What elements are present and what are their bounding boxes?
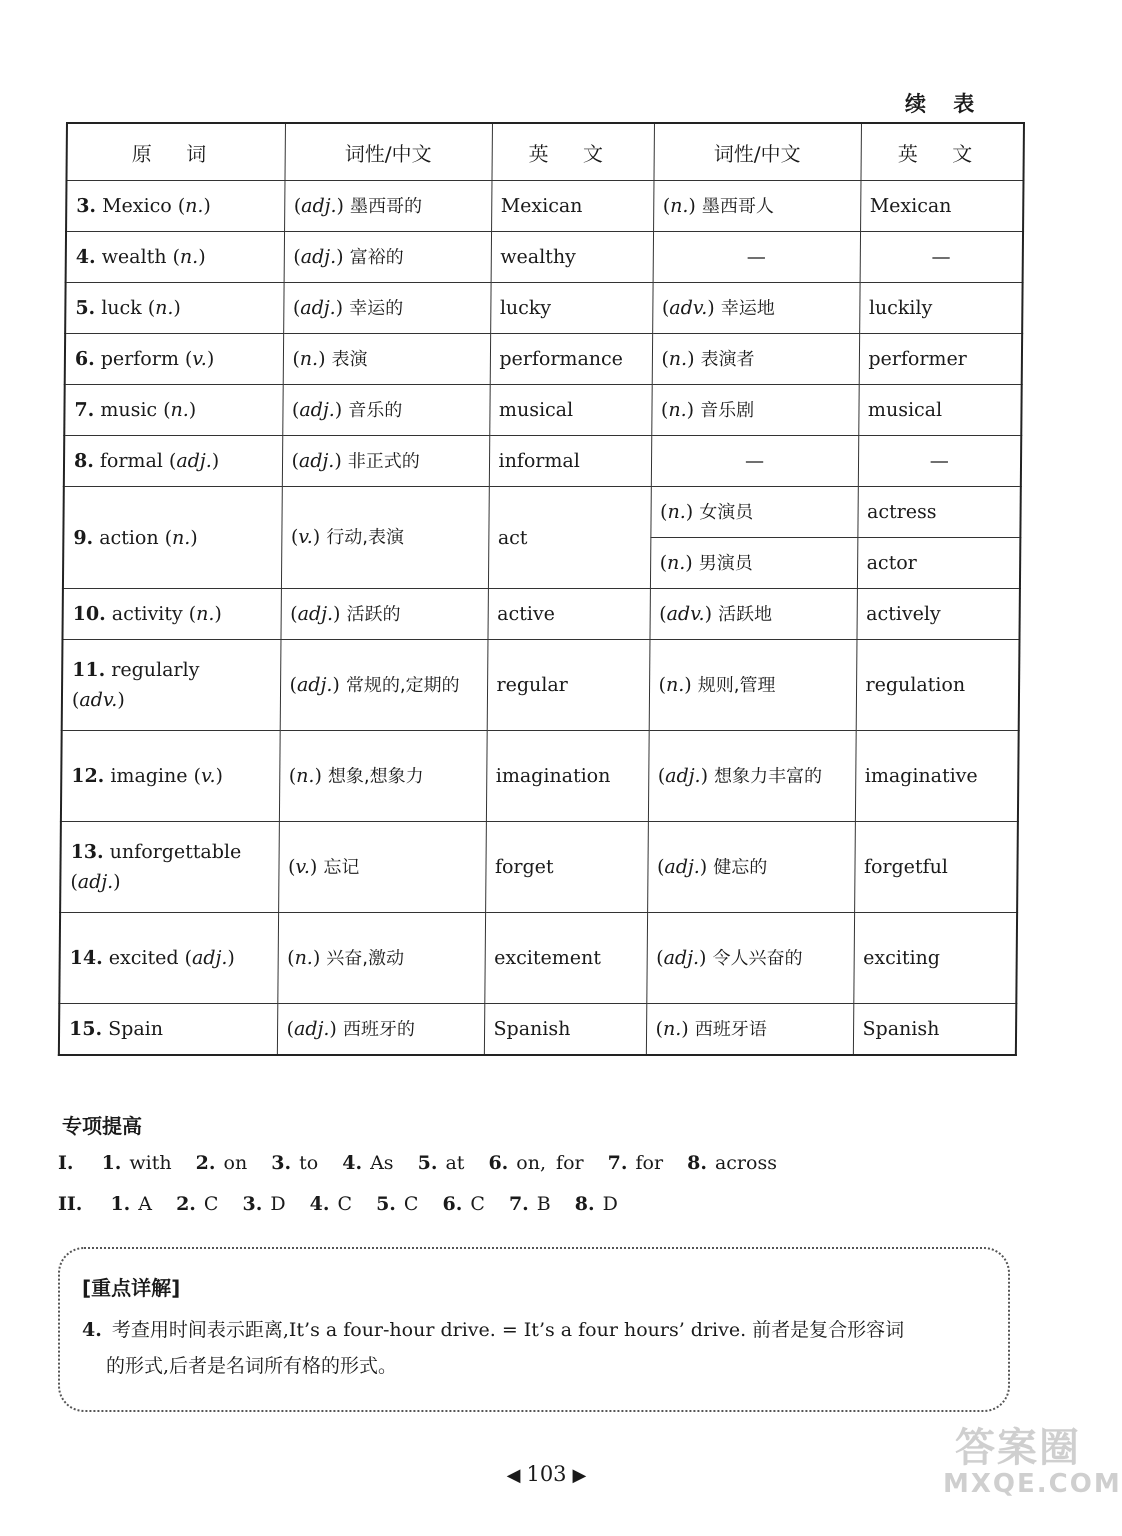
pos-chinese-cell: (n.) 女演员: [650, 487, 857, 538]
table-row: [66, 181, 1023, 232]
chinese-meaning: 规则,管理: [697, 674, 776, 696]
pos: adv.: [666, 602, 705, 625]
chinese-meaning: 富裕的: [349, 246, 404, 268]
answer-line-part1: [58, 1152, 777, 1174]
answer-number: 6.: [488, 1152, 509, 1174]
english-cell: exciting: [853, 913, 1017, 1004]
word-pos: n.: [185, 195, 204, 217]
english-cell: act: [488, 487, 651, 589]
pos: n.: [665, 673, 685, 696]
english-cell: forget: [485, 822, 648, 913]
word-pos: n.: [196, 603, 215, 625]
original-word-cell: 9. action (n.): [63, 487, 282, 589]
pos-chinese-cell: (adj.) 想象力丰富的: [648, 731, 856, 822]
answer-number: 7.: [508, 1193, 529, 1215]
explanation-line-2: 的形式,后者是名词所有格的形式。: [106, 1355, 398, 1377]
empty-dash-cell: —: [860, 232, 1023, 283]
pos: n.: [670, 194, 689, 217]
chinese-meaning: 幸运的: [349, 297, 404, 319]
pos-chinese-cell: (v.) 行动,表演: [281, 487, 489, 589]
pos-chinese-cell: (n.) 墨西哥人: [653, 181, 860, 232]
chinese-meaning: 墨西哥的: [349, 195, 423, 217]
pos: n.: [662, 1017, 682, 1040]
pos: n.: [667, 500, 686, 523]
word-pos: v.: [192, 348, 207, 370]
table-row: [62, 589, 1019, 640]
answer-number: 5.: [417, 1152, 438, 1174]
answer-number: 8.: [574, 1193, 595, 1215]
header-original-word: 原 词: [66, 123, 285, 181]
table-row: [63, 487, 1020, 538]
pos: adj.: [665, 764, 701, 787]
answer-value: D: [270, 1193, 286, 1215]
original-word-cell: 6. perform (v.): [65, 334, 283, 385]
chinese-meaning: 忘记: [323, 856, 360, 878]
table-row: [59, 1004, 1016, 1056]
english-cell: informal: [489, 436, 651, 487]
pos-chinese-cell: (adv.) 幸运地: [652, 283, 859, 334]
empty-dash-cell: —: [651, 436, 858, 487]
explanation-line-1: 考查用时间表示距离,It’s a four-hour drive. = It’s a four hours’ drive. 前者是复合形容词: [111, 1319, 905, 1341]
answer-number: 1.: [101, 1152, 122, 1174]
header-english-2: 英 文: [860, 123, 1024, 181]
answer-number: 3.: [271, 1152, 292, 1174]
pos-chinese-cell: (adj.) 常规的,定期的: [280, 640, 488, 731]
answer-line-part2: [58, 1193, 618, 1215]
original-word-cell: 8. formal (adj.): [64, 436, 282, 487]
pos: adj.: [664, 855, 700, 878]
pos: n.: [668, 347, 688, 370]
answer-number: 8.: [687, 1152, 707, 1174]
pos-chinese-cell: (adj.) 令人兴奋的: [646, 913, 854, 1004]
answer-value: D: [602, 1193, 618, 1215]
row-number: 7.: [74, 399, 95, 421]
word-pos: adv.: [79, 689, 118, 711]
pos: adj.: [296, 673, 333, 696]
continued-label: 续 表: [905, 92, 985, 116]
word-pos: adj.: [77, 871, 114, 893]
section-title: 专项提高: [62, 1114, 142, 1138]
answer-value: on, for: [516, 1152, 584, 1174]
word: activity: [111, 603, 183, 625]
word-pos: v.: [200, 765, 216, 787]
table-row: [61, 731, 1019, 822]
chinese-meaning: 幸运地: [720, 297, 775, 319]
chinese-meaning: 活跃的: [346, 603, 401, 625]
pos: adj.: [300, 296, 336, 319]
answer-number: 4.: [342, 1152, 363, 1174]
table-row: [65, 334, 1022, 385]
english-cell: excitement: [484, 913, 647, 1004]
header-english-1: 英 文: [491, 123, 654, 181]
chinese-meaning: 女演员: [699, 501, 754, 523]
table-row: [60, 822, 1018, 913]
original-word-cell: 14. excited (adj.): [59, 913, 278, 1004]
word-pos: adj.: [176, 450, 212, 472]
pos: adj.: [298, 449, 335, 472]
table-row: [62, 640, 1020, 731]
english-cell: musical: [489, 385, 651, 436]
pos: adj.: [663, 946, 700, 969]
chinese-meaning: 常规的,定期的: [345, 674, 460, 696]
chinese-meaning: 健忘的: [713, 856, 768, 878]
answer-number: 2.: [176, 1193, 196, 1215]
header-pos-chinese-1: 词性/中文: [284, 123, 492, 181]
explanation-title: [重点详解]: [82, 1276, 181, 1300]
row-number: 15.: [68, 1018, 103, 1040]
answer-value: across: [714, 1152, 777, 1174]
chinese-meaning: 表演者: [700, 348, 755, 370]
table-header-row: [66, 123, 1024, 181]
chinese-meaning: 活跃地: [718, 603, 773, 625]
word-pos: n.: [170, 399, 189, 421]
pos-chinese-cell: (n.) 表演: [283, 334, 490, 385]
english-cell: forgetful: [854, 822, 1018, 913]
original-word-cell: [59, 1004, 277, 1056]
table-row: [65, 283, 1022, 334]
answer-value: at: [445, 1152, 465, 1174]
word: music: [100, 399, 158, 421]
english-cell: actor: [857, 538, 1020, 589]
pos: adj.: [300, 245, 337, 268]
pos-chinese-cell: (adj.) 西班牙的: [277, 1004, 484, 1056]
chinese-meaning: 表演: [331, 348, 368, 370]
word: luck: [101, 297, 142, 319]
empty-dash-cell: —: [653, 232, 860, 283]
pos-chinese-cell: (n.) 兴奋,激动: [277, 913, 485, 1004]
watermark-line-1: 答案圈: [955, 1425, 1081, 1471]
english-cell: Spanish: [853, 1004, 1016, 1056]
original-word-cell: 4. wealth (n.): [66, 232, 284, 283]
pos: n.: [666, 551, 686, 574]
original-word-cell: 11. regularly (adv.): [62, 640, 281, 731]
english-cell: actress: [857, 487, 1020, 538]
row-number: 8.: [73, 450, 94, 472]
chinese-meaning: 想象力丰富的: [713, 765, 823, 787]
row-number: 3.: [76, 195, 97, 217]
answer-value: C: [470, 1193, 485, 1215]
triangle-left-icon: ◀: [506, 1465, 521, 1486]
chinese-meaning: 音乐的: [348, 399, 403, 421]
empty-dash-cell: —: [858, 436, 1021, 487]
page-number-value: 103: [526, 1462, 567, 1486]
header-pos-chinese-2: 词性/中文: [653, 123, 861, 181]
answer-value: to: [299, 1152, 319, 1174]
chinese-meaning: 令人兴奋的: [712, 947, 803, 969]
chinese-meaning: 想象,想象力: [327, 765, 424, 787]
english-cell: Spanish: [484, 1004, 646, 1056]
english-cell: Mexican: [491, 181, 653, 232]
english-cell: luckily: [859, 283, 1022, 334]
pos-chinese-cell: (adj.) 非正式的: [282, 436, 489, 487]
word: perform: [100, 348, 179, 370]
english-cell: wealthy: [491, 232, 653, 283]
pos-chinese-cell: (n.) 男演员: [650, 538, 857, 589]
word-pos: n.: [155, 297, 174, 319]
word-pos: n.: [171, 526, 191, 549]
row-number: 10.: [72, 603, 106, 625]
pos-chinese-cell: (v.) 忘记: [278, 822, 486, 913]
answer-number: 6.: [442, 1193, 463, 1215]
english-cell: actively: [856, 589, 1019, 640]
word: Mexico: [102, 195, 172, 217]
word: formal: [99, 450, 164, 472]
word: wealth: [101, 246, 167, 268]
pos-chinese-cell: (n.) 想象,想象力: [279, 731, 487, 822]
pos: adj.: [299, 398, 335, 421]
english-cell: active: [487, 589, 649, 640]
chinese-meaning: 行动,表演: [326, 527, 405, 548]
answer-number: 2.: [195, 1152, 216, 1174]
answer-value: with: [129, 1152, 172, 1174]
pos-chinese-cell: (adj.) 墨西哥的: [284, 181, 491, 232]
english-cell: imagination: [486, 731, 649, 822]
english-cell: imaginative: [855, 731, 1019, 822]
pos-chinese-cell: (adj.) 活跃的: [280, 589, 487, 640]
pos-chinese-cell: (adv.) 活跃地: [649, 589, 856, 640]
chinese-meaning: 音乐剧: [700, 399, 755, 421]
original-word-cell: 7. music (n.): [64, 385, 282, 436]
table-row: [64, 436, 1021, 487]
pos-chinese-cell: (adj.) 音乐的: [282, 385, 489, 436]
answer-number: 5.: [376, 1193, 396, 1215]
english-cell: lucky: [490, 283, 652, 334]
chinese-meaning: 西班牙语: [694, 1018, 767, 1040]
original-word-cell: 12. imagine (v.): [61, 731, 280, 822]
table-row: [59, 913, 1017, 1004]
table-row: [66, 232, 1023, 283]
word: action: [99, 526, 159, 549]
answer-number: 1.: [110, 1193, 131, 1215]
row-number: 11.: [72, 659, 106, 681]
english-cell: performance: [490, 334, 652, 385]
part-label: I.: [58, 1152, 74, 1174]
pos: n.: [294, 946, 314, 969]
word-pos: n.: [179, 246, 199, 268]
pos-chinese-cell: (adj.) 富裕的: [284, 232, 491, 283]
table-row: [64, 385, 1021, 436]
word: unforgettable: [109, 841, 242, 863]
chinese-meaning: 兴奋,激动: [326, 947, 405, 969]
row-number: 9.: [73, 526, 94, 549]
row-number: 12.: [71, 765, 105, 787]
pos: v.: [298, 526, 313, 548]
part-label: II.: [58, 1193, 83, 1215]
original-word-cell: 13. unforgettable (adj.): [60, 822, 279, 913]
pos: adv.: [669, 296, 708, 319]
pos: adj.: [293, 1017, 330, 1040]
chinese-meaning: 男演员: [698, 552, 753, 574]
answer-number: 3.: [242, 1193, 263, 1215]
english-cell: regular: [487, 640, 650, 731]
english-cell: musical: [858, 385, 1021, 436]
pos: n.: [299, 347, 319, 370]
page-number: [0, 1462, 1093, 1486]
pos: v.: [295, 855, 311, 878]
english-cell: regulation: [856, 640, 1020, 731]
original-word-cell: 3. Mexico (n.): [66, 181, 284, 232]
answer-value: As: [370, 1152, 394, 1174]
pos-chinese-cell: (n.) 表演者: [652, 334, 859, 385]
chinese-meaning: 墨西哥人: [701, 195, 775, 217]
explanation-text: [82, 1312, 994, 1384]
word-pos: adj.: [191, 947, 228, 969]
pos-chinese-cell: (adj.) 健忘的: [647, 822, 855, 913]
answer-value: C: [403, 1193, 419, 1215]
row-number: 14.: [69, 947, 103, 969]
pos-chinese-cell: (adj.) 幸运的: [283, 283, 490, 334]
answer-value: A: [138, 1193, 153, 1215]
word: excited: [108, 947, 179, 969]
english-cell: performer: [859, 334, 1022, 385]
row-number: 13.: [70, 841, 104, 863]
word: regularly: [111, 659, 200, 681]
answer-value: C: [337, 1193, 353, 1215]
row-number: 6.: [74, 348, 95, 370]
answer-value: C: [203, 1193, 219, 1215]
chinese-meaning: 西班牙的: [342, 1018, 415, 1040]
answer-value: on: [223, 1152, 248, 1174]
original-word-cell: 10. activity (n.): [62, 589, 280, 640]
watermark-line-2: MXQE.COM: [943, 1469, 1122, 1499]
pos-chinese-cell: (n.) 规则,管理: [649, 640, 857, 731]
explanation-number: 4.: [82, 1319, 102, 1341]
pos: adj.: [297, 602, 334, 625]
pos-chinese-cell: (n.) 西班牙语: [646, 1004, 853, 1056]
original-word-cell: 5. luck (n.): [65, 283, 283, 334]
english-cell: Mexican: [860, 181, 1023, 232]
watermark-logo: [943, 1425, 1122, 1536]
answer-value: for: [635, 1152, 664, 1174]
row-number: 4.: [75, 246, 96, 268]
answer-number: 4.: [309, 1193, 330, 1215]
word: imagine: [110, 765, 188, 787]
answer-value: B: [536, 1193, 551, 1215]
pos: adj.: [301, 194, 337, 217]
answer-number: 7.: [607, 1152, 628, 1174]
pos-chinese-cell: (n.) 音乐剧: [651, 385, 858, 436]
pos: n.: [296, 764, 315, 787]
chinese-meaning: 非正式的: [347, 450, 420, 472]
triangle-right-icon: ▶: [572, 1465, 587, 1486]
word: Spain: [108, 1018, 164, 1040]
pos: n.: [668, 398, 687, 421]
row-number: 5.: [75, 297, 96, 319]
vocab-table: [58, 122, 1025, 1056]
